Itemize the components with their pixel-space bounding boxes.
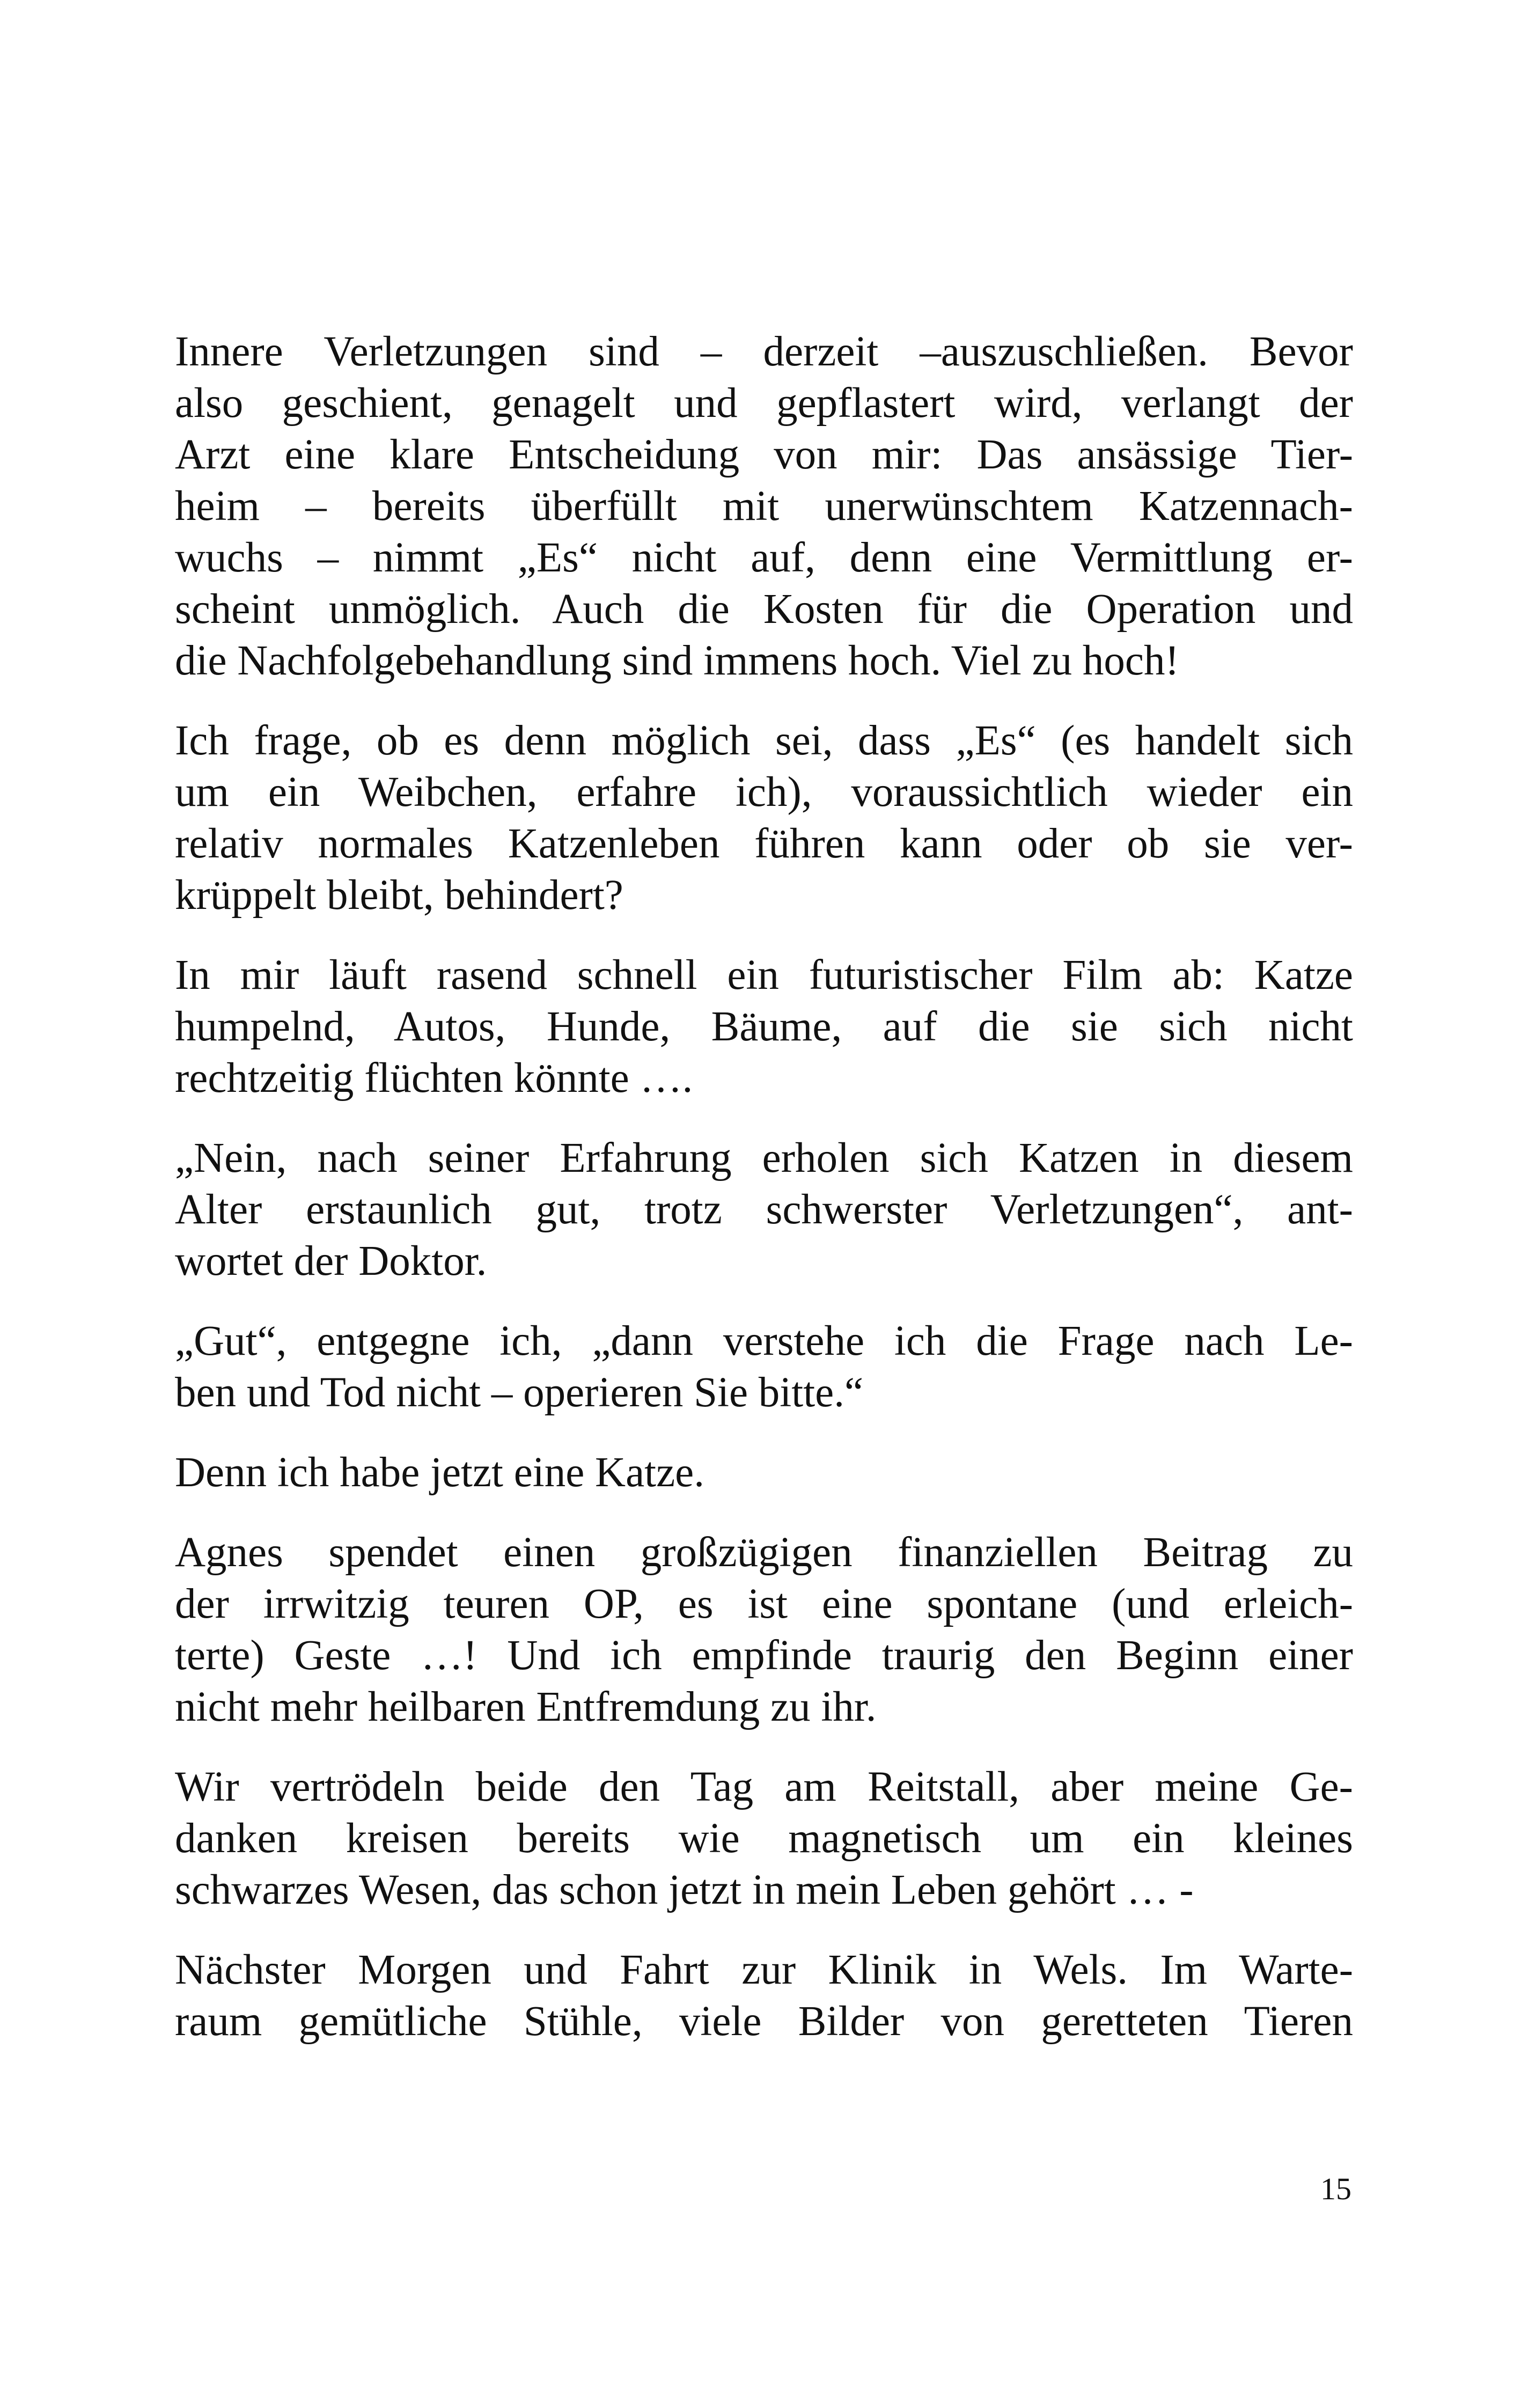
text-line: Wir vertrödeln beide den Tag am Reitstall, aber meine Ge- <box>175 1764 1353 1810</box>
text-line: terte) Geste …! Und ich empfinde traurig den Beginn einer <box>175 1632 1353 1679</box>
text-line: „Gut“, entgegne ich, „dann verstehe ich die Frage nach Le- <box>175 1318 1353 1364</box>
paragraph-9 <box>175 1944 1353 2047</box>
text-line: In mir läuft rasend schnell ein futuristischer Film ab: Katze <box>175 952 1353 999</box>
paragraph-4 <box>175 1133 1353 1287</box>
text-line: ben und Tod nicht – operieren Sie bitte.“ <box>175 1369 864 1416</box>
text-line: Arzt eine klare Entscheidung von mir: Das ansässige Tier- <box>175 431 1353 478</box>
paragraph-2 <box>175 715 1353 921</box>
text-line: nicht mehr heilbaren Entfremdung zu ihr. <box>175 1684 877 1730</box>
text-line: Nächster Morgen und Fahrt zur Klinik in Wels. Im Warte- <box>175 1947 1353 1993</box>
text-line: Alter erstaunlich gut, trotz schwerster Verletzungen“, ant- <box>175 1186 1353 1233</box>
text-line: also geschient, genagelt und gepflastert wird, verlangt der <box>175 380 1353 427</box>
text-line: die Nachfolgebehandlung sind immens hoch. Viel zu hoch! <box>175 637 1179 684</box>
paragraph-3 <box>175 950 1353 1104</box>
text-line: wuchs – nimmt „Es“ nicht auf, denn eine Vermittlung er- <box>175 534 1353 581</box>
page-number: 15 <box>1320 2171 1351 2206</box>
text-line: schwarzes Wesen, das schon jetzt in mein Leben gehört … - <box>175 1867 1194 1913</box>
text-line: danken kreisen bereits wie magnetisch um ein kleines <box>175 1815 1353 1862</box>
text-line: der irrwitzig teuren OP, es ist eine spontane (und erleich- <box>175 1581 1353 1627</box>
text-line: „Nein, nach seiner Erfahrung erholen sich Katzen in diesem <box>175 1135 1353 1181</box>
text-line: Innere Verletzungen sind – derzeit –auszuschließen. Bevor <box>175 328 1353 375</box>
text-line: scheint unmöglich. Auch die Kosten für die Operation und <box>175 586 1353 633</box>
text-line: heim – bereits überfüllt mit unerwünschtem Katzennach- <box>175 483 1353 530</box>
text-line: relativ normales Katzenleben führen kann oder ob sie ver- <box>175 820 1353 867</box>
paragraph-5 <box>175 1316 1353 1419</box>
text-line: raum gemütliche Stühle, viele Bilder von geretteten Tieren <box>175 1998 1353 2045</box>
paragraph-8 <box>175 1761 1353 1916</box>
text-line: wortet der Doktor. <box>175 1238 487 1284</box>
paragraph-6 <box>175 1447 1353 1499</box>
body-text <box>175 326 1353 2076</box>
text-line: krüppelt bleibt, behindert? <box>175 872 623 919</box>
text-line: um ein Weibchen, erfahre ich), voraussichtlich wieder ein <box>175 769 1353 816</box>
text-line: Denn ich habe jetzt eine Katze. <box>175 1449 704 1496</box>
text-line: Agnes spendet einen großzügigen finanziellen Beitrag zu <box>175 1529 1353 1576</box>
text-line: rechtzeitig flüchten könnte …. <box>175 1055 693 1102</box>
paragraph-1 <box>175 326 1353 687</box>
text-line: Ich frage, ob es denn möglich sei, dass „Es“ (es handelt sich <box>175 717 1353 764</box>
text-line: humpelnd, Autos, Hunde, Bäume, auf die sie sich nicht <box>175 1003 1353 1050</box>
paragraph-7 <box>175 1527 1353 1733</box>
